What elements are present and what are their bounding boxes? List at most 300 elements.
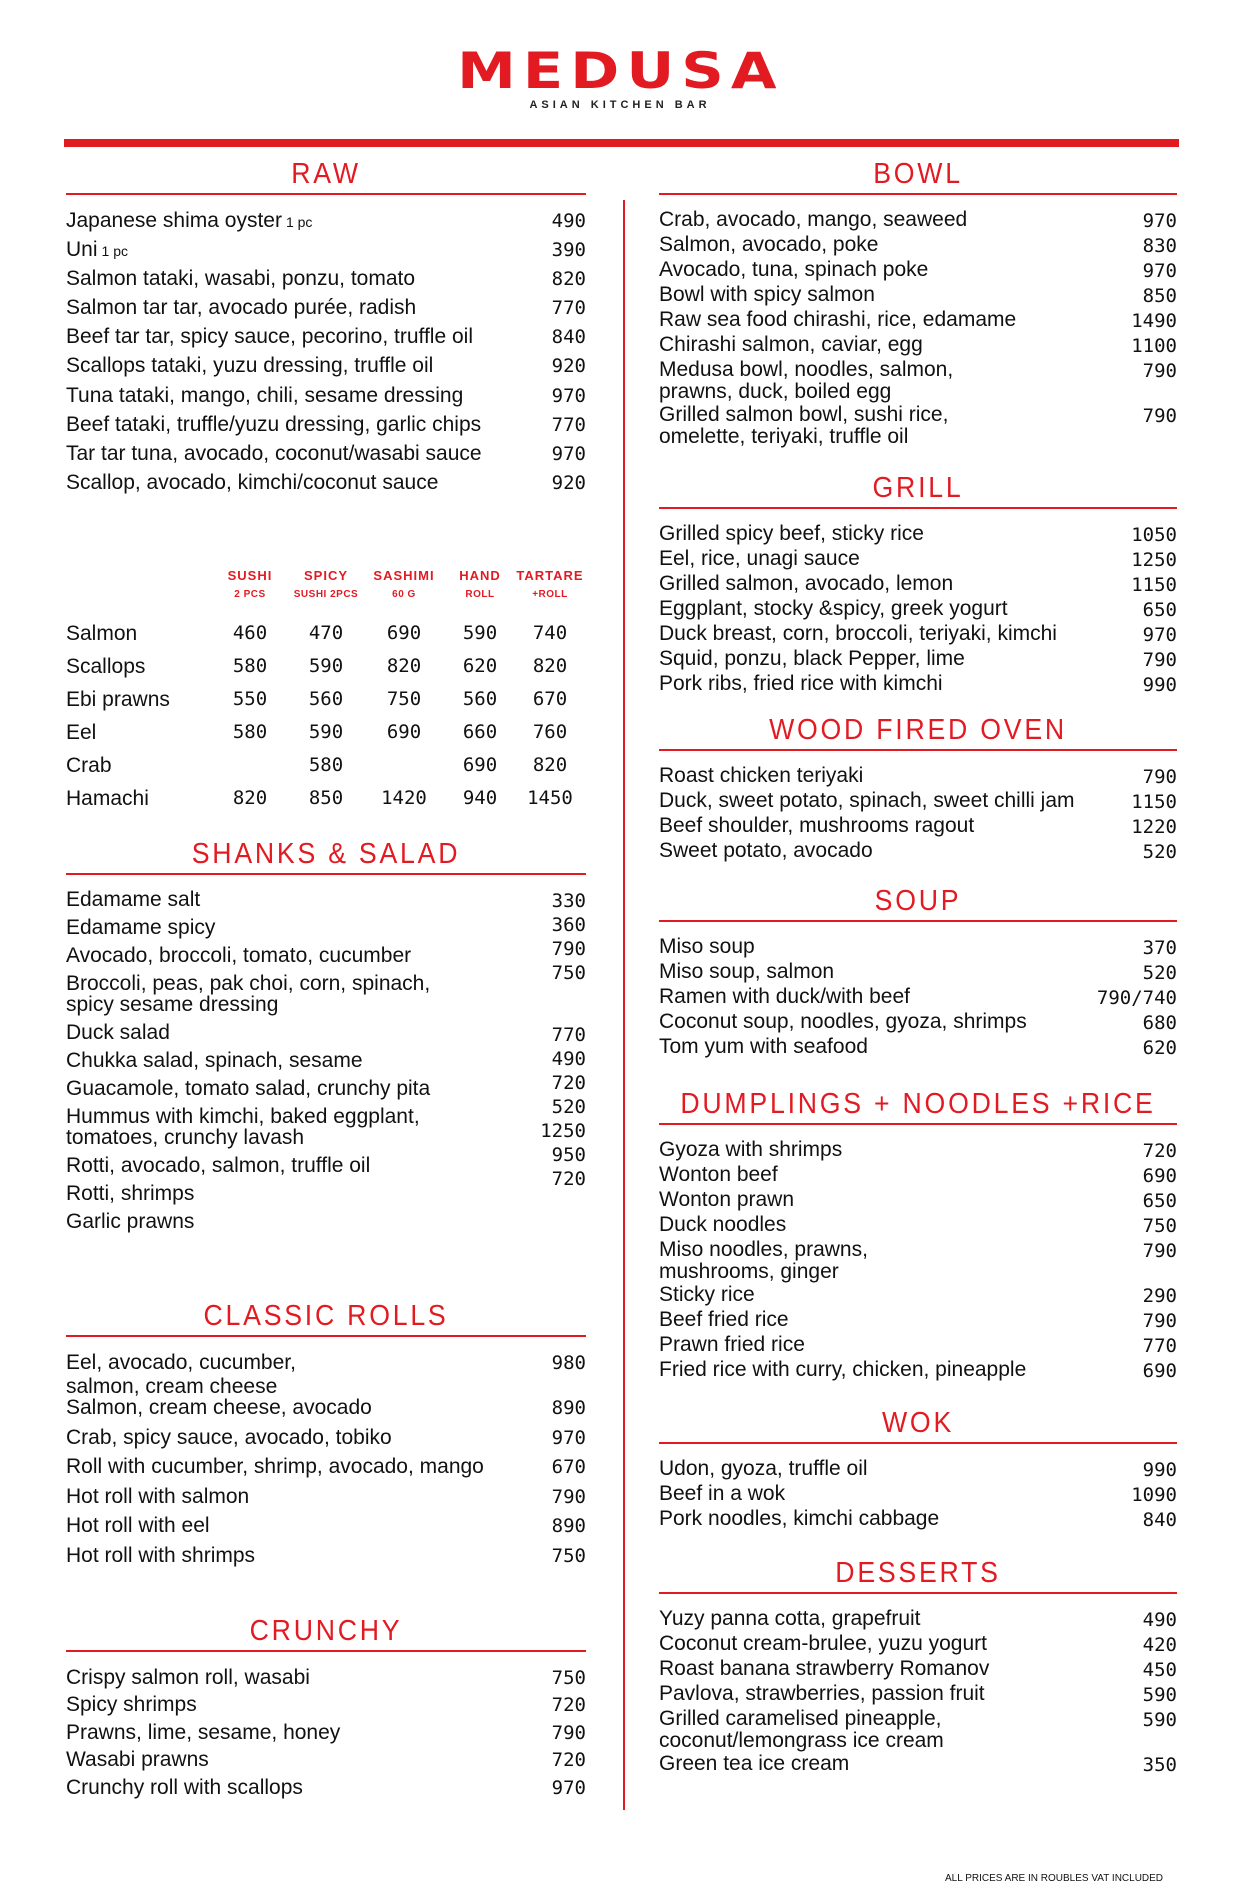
section-crunchy: [66, 1612, 586, 1803]
menu-item-price: 690: [1142, 1359, 1177, 1382]
menu-item-name: Duck breast, corn, broccoli, teriyaki, kimchi: [659, 621, 1057, 645]
menu-item: [66, 1721, 586, 1749]
menu-item-name: Bowl with spicy salmon: [659, 282, 875, 306]
menu-item: [659, 1309, 1177, 1334]
menu-item-name: Guacamole, tomato salad, crunchy pita: [66, 1076, 431, 1100]
shanks-prices: [506, 889, 586, 1191]
menu-item-price: 770: [1142, 1334, 1177, 1357]
menu-item-price: 990: [1142, 673, 1177, 696]
menu-item-price: 1250: [1131, 548, 1177, 571]
menu-item-name: Salmon tataki, wasabi, ponzu, tomato: [66, 266, 416, 290]
menu-item-price: 590: [1142, 1708, 1177, 1731]
sushi-price-cell: 750: [386, 688, 422, 710]
menu-item-name: Chukka salad, spinach, sesame: [66, 1048, 363, 1072]
menu-item: [659, 1036, 1177, 1061]
menu-item-price: 650: [1142, 598, 1177, 621]
logo: [0, 42, 1240, 111]
section-wood-fired-oven: [659, 711, 1177, 865]
menu-item-price: 990: [1142, 1458, 1177, 1481]
sushi-table-body: [66, 617, 586, 815]
menu-item-price: 750: [551, 1544, 586, 1567]
section-divider: [659, 920, 1177, 922]
menu-item-name: Prawn fried rice: [659, 1332, 805, 1356]
menu-item-price: 670: [551, 1456, 586, 1479]
menu-item: [659, 1608, 1177, 1633]
menu-item: [659, 309, 1177, 334]
menu-item-name: Beef in a wok: [659, 1481, 786, 1505]
menu-item-name: Wasabi prawns: [66, 1748, 209, 1771]
menu-item: [659, 815, 1177, 840]
menu-item: [659, 548, 1177, 573]
sushi-row: [66, 716, 586, 749]
menu-item-name: Coconut cream-brulee, yuzu yogurt: [659, 1631, 987, 1655]
menu-item-price: 420: [1142, 1633, 1177, 1656]
section-divider: [66, 1650, 586, 1652]
menu-item-name: Grilled salmon, avocado, lemon: [659, 571, 954, 595]
menu-item: [66, 413, 586, 442]
sushi-price-cell: 580: [232, 721, 268, 743]
sushi-row-name: Scallops: [66, 655, 146, 678]
menu-item-price: 620: [1142, 1036, 1177, 1059]
menu-item-name: Eel, avocado, cucumber, salmon, cream cheese: [66, 1350, 296, 1398]
menu-item: [659, 1753, 1177, 1778]
menu-item-price: 920: [551, 472, 586, 495]
sushi-price-cell: 820: [232, 787, 268, 809]
sushi-column-header: [512, 567, 588, 603]
menu-item-name: Squid, ponzu, black Pepper, lime: [659, 646, 965, 670]
section-title: SHANKS & SALAD: [191, 838, 461, 870]
menu-item: [659, 1633, 1177, 1658]
section-title: CLASSIC ROLLS: [203, 1300, 449, 1332]
menu-item-price: 1490: [1131, 309, 1177, 332]
column-sublabel: SUSHI 2PCS: [293, 589, 359, 600]
menu-item: [66, 1776, 586, 1804]
sushi-price-cell: 850: [308, 787, 344, 809]
menu-item: [659, 1189, 1177, 1214]
menu-item-name: Wonton beef: [659, 1162, 778, 1186]
sushi-price-cell: 580: [308, 754, 344, 776]
menu-item-price: 820: [551, 267, 586, 290]
menu-item: [66, 471, 586, 500]
menu-item-price: 720: [551, 1749, 586, 1771]
sushi-price-cell: 620: [462, 655, 498, 677]
sushi-price-cell: 1420: [381, 787, 427, 809]
menu-item: [659, 359, 1177, 404]
menu-item-name: Crab, avocado, mango, seaweed: [659, 207, 968, 231]
menu-list: [66, 1351, 586, 1574]
sushi-price-cell: 760: [532, 721, 568, 743]
menu-item-name: Beef tataki, truffle/yuzu dressing, garlic chips: [66, 412, 482, 436]
menu-item-name: Duck noodles: [659, 1212, 787, 1236]
menu-item: [66, 1666, 586, 1694]
sushi-row-name: Hamachi: [66, 787, 149, 810]
menu-item-name: Salmon, avocado, poke: [659, 232, 879, 256]
menu-item-name: Salmon tar tar, avocado purée, radish: [66, 296, 417, 320]
menu-item-price: 720: [1142, 1139, 1177, 1162]
menu-item: [659, 1658, 1177, 1683]
menu-item-name: Grilled caramelised pineapple, coconut/lemongrass ice cream: [659, 1706, 944, 1752]
menu-item-price: 830: [1142, 234, 1177, 257]
menu-item-price: 680: [1142, 1011, 1177, 1034]
menu-item: [66, 1485, 586, 1515]
sushi-price-cell: 460: [232, 622, 268, 644]
menu-item-name: Miso noodles, prawns, mushrooms, ginger: [659, 1237, 868, 1283]
menu-item-note: 1 pc: [101, 242, 128, 259]
menu-item-price: 720: [551, 1167, 586, 1190]
menu-item-name: Green tea ice cream: [659, 1751, 850, 1775]
menu-item-price: 850: [1142, 284, 1177, 307]
menu-item-name: Chirashi salmon, caviar, egg: [659, 332, 923, 356]
sushi-price-cell: 1450: [527, 787, 573, 809]
menu-item: [659, 623, 1177, 648]
menu-item-price: 770: [551, 297, 586, 320]
column-sublabel: 60 G: [392, 589, 416, 600]
menu-item-price: 290: [1142, 1284, 1177, 1307]
menu-item-name: Tuna tataki, mango, chili, sesame dressing: [66, 383, 464, 407]
column-label: SPICY: [303, 568, 348, 583]
menu-item: [659, 840, 1177, 865]
menu-item: [66, 1748, 586, 1776]
menu-item: [659, 523, 1177, 548]
sushi-price-cell: 550: [232, 688, 268, 710]
menu-item: [659, 673, 1177, 698]
sushi-price-cell: 470: [308, 622, 344, 644]
menu-item-name: Pork ribs, fried rice with kimchi: [659, 671, 943, 695]
menu-item-name: Salmon, cream cheese, avocado: [66, 1396, 372, 1420]
menu-item-name: Eel, rice, unagi sauce: [659, 546, 860, 570]
column-label: TARTARE: [516, 568, 584, 583]
menu-item-price: 770: [551, 413, 586, 436]
menu-item-price: 330: [551, 889, 586, 912]
menu-item: [659, 404, 1177, 449]
menu-item: [659, 1139, 1177, 1164]
menu-item-name: Tar tar tuna, avocado, coconut/wasabi sauce: [66, 442, 482, 465]
menu-item-price: 390: [551, 238, 586, 261]
menu-item: [659, 1214, 1177, 1239]
menu-item: [659, 765, 1177, 790]
menu-item-name: Coconut soup, noodles, gyoza, shrimps: [659, 1009, 1027, 1033]
sushi-column-header: [288, 567, 364, 603]
menu-item-name: Duck, sweet potato, spinach, sweet chilli jam: [659, 788, 1075, 812]
column-sublabel: 2 PCS: [234, 589, 266, 600]
menu-item-name: Roast chicken teriyaki: [659, 763, 864, 787]
menu-item-price: 490: [1142, 1608, 1177, 1631]
sushi-price-cell: 660: [462, 721, 498, 743]
section-divider: [659, 1123, 1177, 1125]
section-title: SOUP: [874, 885, 962, 917]
menu-item: [659, 1164, 1177, 1189]
menu-item-name: Crispy salmon roll, wasabi: [66, 1665, 310, 1689]
section-title: DESSERTS: [835, 1557, 1001, 1589]
sushi-row: [66, 617, 586, 650]
sushi-row-name: Crab: [66, 754, 112, 777]
menu-item-price: 450: [1142, 1658, 1177, 1681]
menu-item-name: Garlic prawns: [66, 1209, 195, 1233]
column-sublabel: +ROLL: [532, 589, 568, 600]
menu-item-name: Edamame spicy: [66, 915, 216, 939]
brand-name: MEDUSA: [456, 42, 784, 100]
menu-list: [66, 1666, 586, 1804]
sushi-row: [66, 683, 586, 716]
column-sublabel: ROLL: [465, 589, 495, 600]
sushi-price-cell: 580: [232, 655, 268, 677]
menu-item-price: 520: [1142, 961, 1177, 984]
menu-item: [66, 442, 586, 471]
menu-item-name: Udon, gyoza, truffle oil: [659, 1456, 868, 1480]
sushi-price-cell: 560: [308, 688, 344, 710]
menu-item: [659, 1683, 1177, 1708]
column-divider: [623, 200, 625, 1810]
menu-list: [659, 523, 1177, 698]
sushi-row: [66, 650, 586, 683]
menu-item-name: Roast banana strawberry Romanov: [659, 1656, 990, 1680]
menu-item-price: 790: [1142, 1309, 1177, 1332]
menu-item-name: Avocado, broccoli, tomato, cucumber: [66, 943, 412, 967]
menu-list: [659, 1139, 1177, 1384]
menu-item-name: Miso soup, salmon: [659, 959, 835, 983]
menu-item-price: 370: [1142, 936, 1177, 959]
menu-item-name: Pork noodles, kimchi cabbage: [659, 1506, 940, 1530]
menu-item-price: 720: [551, 1071, 586, 1094]
menu-item: [659, 986, 1177, 1011]
section-title: BOWL: [873, 158, 963, 190]
section-grill: [659, 469, 1177, 698]
sushi-column-header: [366, 567, 442, 603]
menu-item-price: 970: [551, 384, 586, 407]
menu-item: [66, 1514, 586, 1544]
section-title: GRILL: [872, 472, 964, 504]
menu-item-name: Pavlova, strawberries, passion fruit: [659, 1681, 985, 1705]
menu-item-price: 980: [551, 1351, 586, 1374]
sushi-price-cell: 820: [532, 754, 568, 776]
menu-item-name: Rotti, shrimps: [66, 1181, 195, 1205]
menu-item-name: Eggplant, stocky &spicy, greek yogurt: [659, 596, 1008, 620]
menu-item: [66, 267, 586, 296]
menu-item-price: 970: [1142, 209, 1177, 232]
menu-item: [659, 234, 1177, 259]
sushi-price-cell: 560: [462, 688, 498, 710]
menu-item-name: Sweet potato, avocado: [659, 838, 873, 862]
menu-item: [659, 1239, 1177, 1284]
menu-item-name: Scallop, avocado, kimchi/coconut sauce: [66, 471, 439, 495]
menu-item-price: 690: [1142, 1164, 1177, 1187]
sushi-column-header: [212, 567, 288, 603]
menu-item-price: 790: [551, 937, 586, 960]
sushi-price-cell: 670: [532, 688, 568, 710]
section-title: WOOD FIRED OVEN: [769, 714, 1067, 746]
sushi-price-cell: 820: [386, 655, 422, 677]
sushi-row-name: Salmon: [66, 622, 138, 645]
menu-item-name: Sticky rice: [659, 1282, 755, 1306]
section-title: DUMPLINGS + NOODLES +RICE: [680, 1088, 1156, 1120]
menu-item-price: 1220: [1131, 815, 1177, 838]
menu-item-name: Crab, spicy sauce, avocado, tobiko: [66, 1425, 392, 1449]
section-divider: [659, 749, 1177, 751]
menu-item-name: Hummus with kimchi, baked eggplant, tomatoes, crunchy lavash: [66, 1104, 420, 1149]
menu-item-name: Grilled spicy beef, sticky rice: [659, 521, 924, 545]
menu-item-name: Hot roll with salmon: [66, 1484, 250, 1508]
menu-item-name: Wonton prawn: [659, 1187, 795, 1211]
section-wok: [659, 1404, 1177, 1533]
menu-item-price: 790: [1142, 648, 1177, 671]
sushi-row-name: Ebi prawns: [66, 688, 170, 711]
menu-item: [66, 1455, 586, 1485]
menu-item: [66, 1693, 586, 1721]
menu-item: [66, 325, 586, 354]
menu-item-name: Beef tar tar, spicy sauce, pecorino, truffle oil: [66, 325, 473, 349]
menu-item-price: 970: [551, 1776, 586, 1799]
menu-item-name: Fried rice with curry, chicken, pineapple: [659, 1357, 1027, 1381]
menu-item-price: 790: [551, 1485, 586, 1508]
sushi-price-cell: 740: [532, 622, 568, 644]
menu-item: [659, 790, 1177, 815]
sushi-row: [66, 749, 586, 782]
menu-list: [659, 1458, 1177, 1533]
menu-item-price: 970: [551, 1426, 586, 1449]
sushi-table-header: [66, 567, 586, 617]
brand-tagline: ASIAN KITCHEN BAR: [529, 99, 711, 111]
menu-item: [659, 598, 1177, 623]
menu-list: [659, 936, 1177, 1061]
menu-item: [659, 334, 1177, 359]
section-divider: [659, 1592, 1177, 1594]
sushi-price-cell: 590: [308, 655, 344, 677]
menu-list: [659, 209, 1177, 449]
menu-item-name: Roll with cucumber, shrimp, avocado, mango: [66, 1455, 484, 1479]
section-divider: [66, 1335, 586, 1337]
menu-item-price: 1050: [1131, 523, 1177, 546]
menu-item-price: 1090: [1131, 1483, 1177, 1506]
menu-item-price: 590: [1142, 1683, 1177, 1706]
menu-item-name: Japanese shima oyster 1 pc: [66, 208, 313, 232]
menu-item: [659, 936, 1177, 961]
section-divider: [66, 873, 586, 875]
menu-item-name: Broccoli, peas, pak choi, corn, spinach, spicy sesame dressing: [66, 971, 431, 1016]
menu-item-price: 520: [1142, 840, 1177, 863]
menu-item-name: Uni 1 pc: [66, 237, 128, 261]
menu-item: [659, 1483, 1177, 1508]
top-divider: [64, 139, 1179, 147]
sushi-price-cell: 820: [532, 655, 568, 677]
menu-item-name: Grilled salmon bowl, sushi rice, omelette, teriyaki, truffle oil: [659, 402, 949, 448]
menu-item-name: Duck salad: [66, 1020, 170, 1044]
section-bowl: [659, 155, 1177, 449]
menu-item: [659, 573, 1177, 598]
menu-item-price: 790/740: [1096, 986, 1177, 1009]
menu-item: [66, 296, 586, 325]
menu-item: [659, 648, 1177, 673]
section-raw: [66, 155, 586, 500]
menu-item: [66, 354, 586, 383]
menu-item-price: 650: [1142, 1189, 1177, 1212]
menu-item-name: Hot roll with shrimps: [66, 1543, 256, 1567]
menu-item-name: Raw sea food chirashi, rice, edamame: [659, 307, 1017, 331]
menu-item-price: 490: [551, 1047, 586, 1070]
menu-item-name: Medusa bowl, noodles, salmon, prawns, duck, boiled egg: [659, 357, 954, 403]
shanks-block: [66, 889, 586, 1289]
menu-item: [659, 259, 1177, 284]
sushi-price-cell: 690: [462, 754, 498, 776]
shanks-names: [66, 889, 506, 1239]
section-divider: [66, 193, 586, 195]
section-title: WOK: [881, 1407, 955, 1439]
menu-item-price: 1100: [1131, 334, 1177, 357]
menu-item: [66, 1544, 586, 1574]
menu-item-price: 920: [551, 355, 586, 378]
sushi-price-cell: 590: [462, 622, 498, 644]
menu-item-price: 750: [551, 1666, 586, 1689]
menu-item-price: 720: [551, 1694, 586, 1716]
column-label: HAND: [459, 568, 501, 583]
menu-item: [659, 284, 1177, 309]
menu-item-price: 890: [551, 1515, 586, 1538]
menu-item-price: 970: [1142, 259, 1177, 282]
menu-list: [659, 1608, 1177, 1778]
section-dumplings: [659, 1085, 1177, 1384]
menu-item-name: Avocado, tuna, spinach poke: [659, 257, 929, 281]
price-footnote: ALL PRICES ARE IN ROUBLES VAT INCLUDED: [945, 1873, 1164, 1884]
sushi-price-cell: 690: [386, 622, 422, 644]
sushi-price-cell: 590: [308, 721, 344, 743]
menu-item-price: 950: [551, 1143, 586, 1166]
menu-item: [659, 1508, 1177, 1533]
menu-item-note: 1 pc: [285, 213, 313, 230]
section-desserts: [659, 1554, 1177, 1778]
menu-item: [659, 1011, 1177, 1036]
menu-item-price: 790: [1142, 1239, 1177, 1262]
menu-item-price: 520: [551, 1095, 586, 1118]
menu-item: [659, 1458, 1177, 1483]
menu-item-price: 890: [551, 1397, 586, 1420]
menu-item: [659, 1708, 1177, 1753]
menu-item-price: 790: [1142, 359, 1177, 382]
menu-list: [659, 765, 1177, 865]
menu-item-name: Rotti, avocado, salmon, truffle oil: [66, 1153, 371, 1177]
section-title: RAW: [291, 158, 361, 190]
menu-item: [659, 1334, 1177, 1359]
menu-item-name: Prawns, lime, sesame, honey: [66, 1720, 341, 1744]
menu-item-name: Scallops tataki, yuzu dressing, truffle oil: [66, 354, 434, 378]
menu-item-price: 790: [1142, 404, 1177, 427]
menu-item-name: Spicy shrimps: [66, 1693, 197, 1716]
menu-item-price: 1250: [540, 1119, 586, 1142]
menu-item-price: 790: [1142, 765, 1177, 788]
menu-item-name: Miso soup: [659, 934, 755, 958]
menu-item-price: 1150: [1131, 573, 1177, 596]
menu-item-name: Ramen with duck/with beef: [659, 984, 910, 1008]
sushi-row: [66, 782, 586, 815]
sushi-price-cell: 940: [462, 787, 498, 809]
menu-item-price: 750: [551, 961, 586, 984]
menu-item: [659, 1284, 1177, 1309]
menu-item-price: 750: [1142, 1214, 1177, 1237]
section-soup: [659, 882, 1177, 1061]
menu-item-price: 1150: [1131, 790, 1177, 813]
menu-item: [66, 1351, 586, 1397]
section-shanks-salad: [66, 835, 586, 1289]
menu-item-name: Crunchy roll with scallops: [66, 1775, 303, 1799]
menu-item: [66, 238, 586, 267]
menu-item-name: Yuzy panna cotta, grapefruit: [659, 1606, 921, 1630]
section-title: CRUNCHY: [249, 1615, 403, 1647]
section-divider: [659, 1442, 1177, 1444]
menu-item-price: 970: [551, 443, 586, 465]
menu-item-price: 360: [551, 913, 586, 936]
menu-item-name: Beef shoulder, mushrooms ragout: [659, 813, 975, 837]
menu-item-name: Gyoza with shrimps: [659, 1137, 843, 1161]
menu-item-price: 840: [1142, 1508, 1177, 1531]
menu-item: [66, 1426, 586, 1456]
